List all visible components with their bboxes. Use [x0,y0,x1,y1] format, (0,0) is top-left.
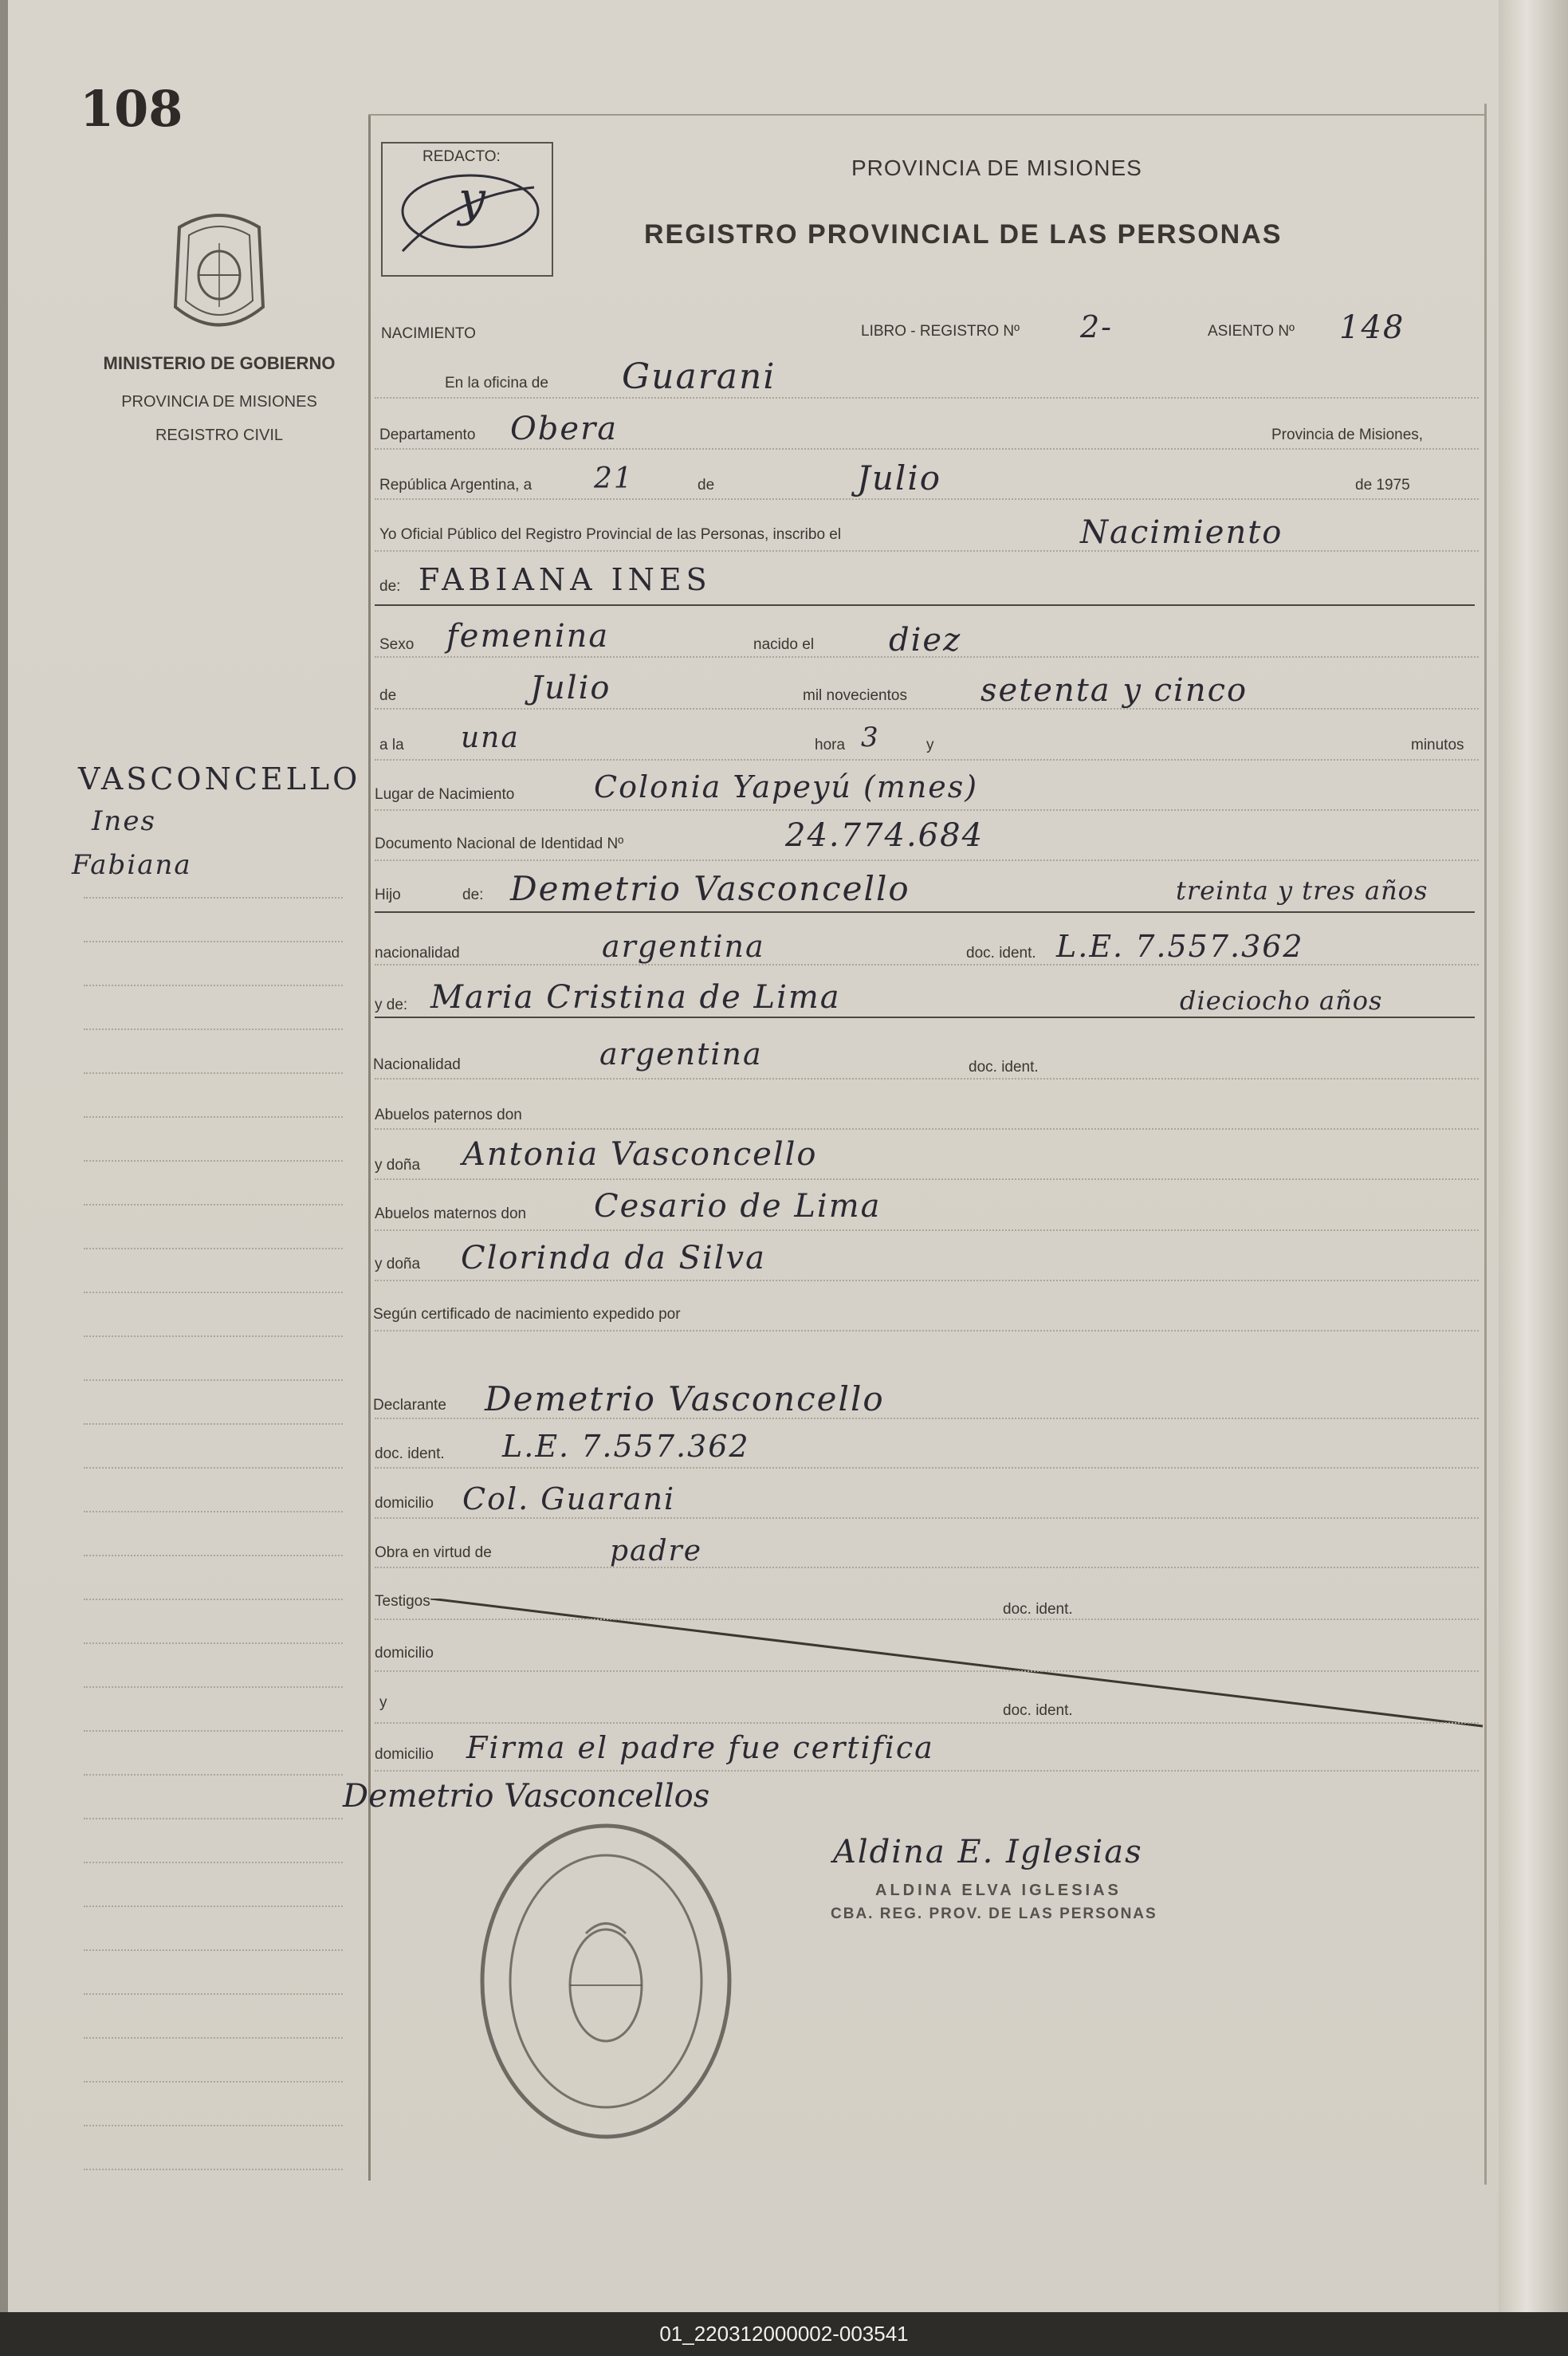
padre-value: Demetrio Vasconcello [510,869,910,908]
margin-rule [84,2081,343,2083]
left-edge [0,0,8,2312]
margin-name-2: Ines [92,805,156,837]
lugar-value: Colonia Yapeyú (mnes) [594,769,979,804]
testigos-label: Testigos [375,1593,430,1610]
republica-label: República Argentina, a [379,477,532,494]
libro-value: 2- [1080,309,1114,344]
madre-edad: dieciocho años [1180,985,1383,1016]
form-rule [375,498,1479,501]
de2-label: de: [379,578,401,595]
abuelos-mat-label: Abuelos maternos don [375,1206,527,1222]
margin-rule [84,1423,343,1426]
ydona-label: y doña [375,1157,421,1174]
domicilio2-label: domicilio [375,1645,434,1662]
nacionalidad2-label: Nacionalidad [373,1056,461,1073]
margin-rule [84,2169,343,2171]
margin-rule [84,1029,343,1031]
obra-value: padre [610,1535,703,1567]
margin-surname: VASCONCELLO [78,761,361,796]
form-rule [375,964,1479,966]
nota-value: Firma el padre fue certifica [466,1730,934,1765]
form-rule [375,1418,1479,1420]
page-number: 108 [80,80,183,138]
doc-ident3-label: doc. ident. [375,1445,445,1462]
margin-rule [84,1248,343,1250]
padre-edad: treinta y tres años [1176,875,1428,906]
margin-rule [84,1730,343,1733]
form-rule [375,1770,1479,1772]
mes-value: Julio [857,458,942,498]
mother-underline [375,1017,1475,1018]
binding-edge [1499,0,1568,2312]
padre-nac: argentina [602,929,765,964]
ministry-label: MINISTERIO DE GOBIERNO [103,353,336,373]
margin-rule [84,1379,343,1382]
redacto-box [381,142,553,277]
nacionalidad-label: nacionalidad [375,945,460,962]
margin-rule [84,1818,343,1820]
coat-of-arms-seal [163,211,275,339]
margin-rule [84,1292,343,1294]
margin-rule [84,1906,343,1908]
oficina-label: En la oficina de [445,375,548,391]
hora-label: hora [815,737,846,753]
form-rule [375,1229,1479,1232]
declarante-label: Declarante [373,1397,446,1414]
civil-registry-label: REGISTRO CIVIL [155,427,284,444]
form-rule [375,1670,1479,1673]
hora-value: una [461,722,520,754]
margin-rule [84,1160,343,1162]
form-rule [375,448,1479,450]
form-rule [375,397,1479,399]
oficial-value: Nacimiento [1080,514,1283,551]
form-rule [375,550,1479,553]
minutos-label: minutos [1411,737,1464,753]
de3-label: de [379,687,397,704]
margin-rule [84,1335,343,1338]
province-label: PROVINCIA DE MISIONES [121,393,317,411]
madre-value: Maria Cristina de Lima [430,979,841,1016]
header-registry: REGISTRO PROVINCIAL DE LAS PERSONAS [644,219,1283,250]
margin-rule [84,1686,343,1689]
doc-ident4-label: doc. ident. [1003,1601,1073,1618]
form-rule [375,1078,1479,1080]
form-rule [375,1128,1479,1131]
domicilio3-label: domicilio [375,1746,434,1763]
anio-label: de 1975 [1355,477,1410,494]
margin-rule [84,1555,343,1557]
ala-label: a la [379,737,404,753]
departamento-value: Obera [510,411,619,447]
form-rule [375,859,1479,862]
margin-rule [84,897,343,899]
margin-rule [84,1774,343,1776]
redacto-label: REDACTO: [422,148,501,165]
form-rule [375,708,1479,710]
departamento-label: Departamento [379,427,476,443]
form-rule [375,1330,1479,1332]
dia-value: 21 [594,462,634,495]
nacimiento-label: NACIMIENTO [381,325,476,342]
form-rule [375,1178,1479,1181]
anio-value: setenta y cinco [980,672,1248,709]
name-underline [375,604,1475,606]
firma-oficial: Aldina E. Iglesias [833,1834,1143,1870]
mes2-value: Julio [530,670,611,706]
form-rule [375,1517,1479,1520]
mil-label: mil novecientos [803,687,907,704]
declarante-value: Demetrio Vasconcello [485,1379,885,1418]
nacido-label: nacido el [753,636,815,653]
nacido-value: diez [889,622,962,659]
margin-rule [84,941,343,943]
oficina-value: Guarani [622,356,776,397]
form-rule [375,1280,1479,1282]
margin-rule [84,1599,343,1601]
firma-padre: Demetrio Vasconcellos [343,1778,710,1815]
hijo-de-label: de: [462,887,484,903]
domicilio-label: domicilio [375,1495,434,1512]
doc-ident-label: doc. ident. [966,945,1036,962]
top-border [368,114,1484,116]
margin-rule [84,1993,343,1996]
form-rule [375,1567,1479,1569]
margin-rule [84,2037,343,2039]
form-rule [375,656,1479,659]
margin-rule [84,1642,343,1645]
domicilio-value: Col. Guarani [462,1481,676,1516]
sexo-label: Sexo [379,636,415,653]
declarante-doc: L.E. 7.557.362 [502,1429,750,1464]
abuela-mat: Clorinda da Silva [461,1240,766,1276]
dni-value: 24.774.684 [785,817,984,854]
provincia-label: Provincia de Misiones, [1271,427,1424,443]
asiento-value: 148 [1339,309,1405,346]
lugar-label: Lugar de Nacimiento [375,786,515,803]
libro-label: LIBRO - REGISTRO Nº [861,323,1020,340]
doc-ident2-label: doc. ident. [969,1059,1039,1076]
margin-rule [84,1204,343,1206]
redacto-mark: y [458,171,487,227]
ydona2-label: y doña [375,1256,421,1272]
margin-name-3: Fabiana [72,849,192,881]
margin-rule [84,1511,343,1513]
oficial-label: Yo Oficial Público del Registro Provincial de las Personas, inscribo el [379,526,842,543]
hijo-label: Hijo [375,887,401,903]
form-rule [375,759,1479,761]
main-column-border [368,116,371,2181]
form-rule [375,1467,1479,1469]
de-label: de [698,477,715,494]
form-rule [375,809,1479,812]
footer-id: 01_220312000002-003541 [0,2312,1568,2356]
padre-doc: L.E. 7.557.362 [1056,929,1304,964]
hora-num: 3 [861,722,880,753]
madre-nac: argentina [599,1036,763,1072]
yde-label: y de: [375,997,408,1013]
form-rule [375,1619,1479,1621]
margin-rule [84,1467,343,1469]
header-province: PROVINCIA DE MISIONES [851,155,1142,180]
margin-rule [84,1116,343,1119]
asiento-label: ASIENTO Nº [1208,323,1295,340]
abuelos-pat-label: Abuelos paternos don [375,1107,522,1123]
official-round-stamp [474,1814,737,2149]
sello-nombre: ALDINA ELVA IGLESIAS [875,1882,1122,1899]
father-underline [375,911,1475,913]
doc-ident5-label: doc. ident. [1003,1702,1073,1719]
y2-label: y [379,1694,387,1711]
nombre-value: FABIANA INES [419,562,712,597]
abuelo-mat: Cesario de Lima [594,1188,882,1225]
certificado-label: Según certificado de nacimiento expedido por [373,1306,681,1323]
sexo-value: femenina [446,618,610,655]
margin-rule [84,1862,343,1864]
abuela-pat: Antonia Vasconcello [462,1136,818,1173]
form-rule [375,1722,1479,1725]
right-border [1484,104,1487,2185]
margin-rule [84,2125,343,2127]
y-label: y [926,737,934,753]
margin-rule [84,1949,343,1952]
dni-label: Documento Nacional de Identidad Nº [375,836,624,852]
margin-rule [84,985,343,987]
margin-rule [84,1072,343,1075]
obra-label: Obra en virtud de [375,1544,492,1561]
sello-cargo: CBA. REG. PROV. DE LAS PERSONAS [831,1906,1157,1922]
